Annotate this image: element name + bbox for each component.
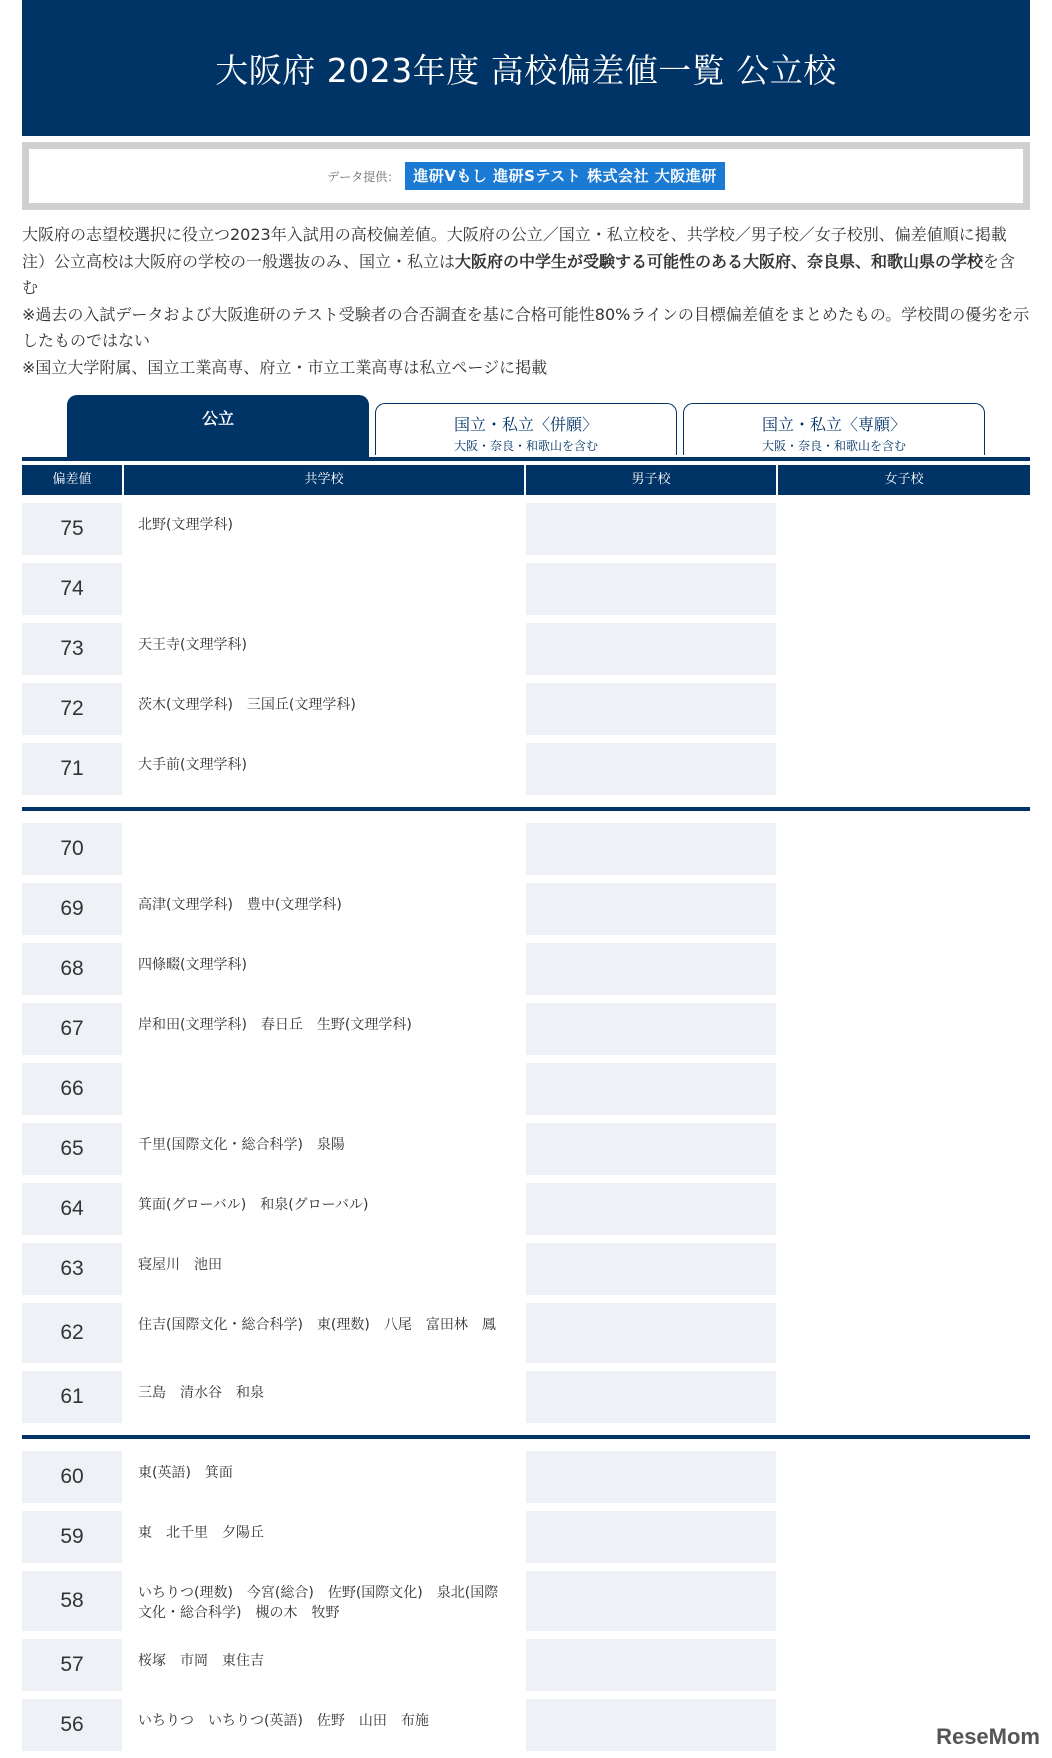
table-row [22,559,1030,619]
score-cell: 58 [22,1571,122,1631]
score-cell: 67 [22,1003,122,1055]
tab-private-exclusive-sub: 大阪・奈良・和歌山を含む [761,439,906,453]
score-cell: 74 [22,563,122,615]
boys-schools-cell [526,623,776,675]
table-row [22,1635,1030,1695]
score-cell: 60 [22,1451,122,1503]
boys-schools-cell [526,1303,776,1363]
boys-schools-cell [526,1699,776,1751]
table-row [22,1179,1030,1239]
boys-schools-cell [526,1639,776,1691]
score-cell: 70 [22,823,122,875]
girls-schools-cell [778,503,1030,555]
table-row [22,1447,1030,1507]
data-provider-box [22,142,1030,210]
table-row [22,1507,1030,1567]
score-cell: 72 [22,683,122,735]
score-cell: 68 [22,943,122,995]
coed-schools-cell: 北野(文理学科) [124,503,524,555]
girls-schools-cell [778,1639,1030,1691]
score-cell: 61 [22,1371,122,1423]
table-row [22,499,1030,559]
coed-schools-cell: 茨木(文理学科) 三国丘(文理学科) [124,683,524,735]
coed-schools-cell [124,823,524,875]
coed-schools-cell: 東 北千里 夕陽丘 [124,1511,524,1563]
boys-schools-cell [526,743,776,795]
coed-schools-cell: 千里(国際文化・総合科学) 泉陽 [124,1123,524,1175]
table-row [22,1059,1030,1119]
girls-schools-cell [778,623,1030,675]
desc-line-1: 大阪府の志望校選択に役立つ2023年入試用の高校偏差値。大阪府の公立／国立・私立校を、共学校／男子校／女子校別、偏差値順に掲載 [22,225,1007,244]
score-cell: 69 [22,883,122,935]
coed-schools-cell: 住吉(国際文化・総合科学) 東(理数) 八尾 富田林 鳳 [124,1303,524,1363]
tab-public-label: 公立 [201,409,234,428]
desc-line-2b: 大阪府の中学生が受験する可能性のある大阪府、奈良県、和歌山県の学校 [454,251,983,271]
girls-schools-cell [778,1243,1030,1295]
boys-schools-cell [526,1571,776,1631]
coed-schools-cell: 四條畷(文理学科) [124,943,524,995]
table-row [22,819,1030,879]
coed-schools-cell: 大手前(文理学科) [124,743,524,795]
header-score: 偏差値 [22,465,122,495]
boys-schools-cell [526,1243,776,1295]
desc-line-2c: を含む [22,251,1015,297]
tab-private-exclusive-label: 国立・私立〈専願〉 [761,415,906,434]
score-cell: 57 [22,1639,122,1691]
boys-schools-cell [526,823,776,875]
coed-schools-cell: 高津(文理学科) 豊中(文理学科) [124,883,524,935]
score-cell: 56 [22,1699,122,1751]
provider-logo: 進研Vもし 進研Sテスト 株式会社 大阪進研 [405,162,724,190]
table-header [22,465,1030,495]
coed-schools-cell: 箕面(グローバル) 和泉(グローバル) [124,1183,524,1235]
coed-schools-cell: 三島 清水谷 和泉 [124,1371,524,1423]
girls-schools-cell [778,1371,1030,1423]
boys-schools-cell [526,943,776,995]
table-row [22,679,1030,739]
girls-schools-cell [778,1123,1030,1175]
table-row [22,939,1030,999]
header-girls: 女子校 [778,465,1030,495]
girls-schools-cell [778,683,1030,735]
girls-schools-cell [778,1183,1030,1235]
tab-private-combined[interactable] [375,403,677,455]
tab-private-combined-sub: 大阪・奈良・和歌山を含む [453,439,598,453]
group-separator [22,1435,1030,1439]
table-row [22,1567,1030,1635]
boys-schools-cell [526,1063,776,1115]
score-cell: 65 [22,1123,122,1175]
header-coed: 共学校 [124,465,524,495]
score-cell: 63 [22,1243,122,1295]
table-row [22,1367,1030,1427]
group-separator [22,807,1030,811]
provider-label: データ提供： [327,169,400,184]
girls-schools-cell [778,743,1030,795]
coed-schools-cell: いちりつ いちりつ(英語) 佐野 山田 布施 [124,1699,524,1751]
boys-schools-cell [526,883,776,935]
boys-schools-cell [526,1371,776,1423]
boys-schools-cell [526,503,776,555]
table-row [22,999,1030,1059]
score-cell: 64 [22,1183,122,1235]
coed-schools-cell: 天王寺(文理学科) [124,623,524,675]
description [22,222,1030,381]
girls-schools-cell [778,1003,1030,1055]
table-row [22,1119,1030,1179]
tab-private-combined-label: 国立・私立〈併願〉 [453,415,598,434]
girls-schools-cell [778,1571,1030,1631]
score-cell: 73 [22,623,122,675]
header-boys: 男子校 [526,465,776,495]
coed-schools-cell: 桜塚 市岡 東住吉 [124,1639,524,1691]
girls-schools-cell [778,883,1030,935]
coed-schools-cell: 東(英語) 箕面 [124,1451,524,1503]
coed-schools-cell: 岸和田(文理学科) 春日丘 生野(文理学科) [124,1003,524,1055]
girls-schools-cell [778,563,1030,615]
table-row [22,1299,1030,1367]
score-cell: 62 [22,1303,122,1363]
desc-line-4: ※国立大学附属、国立工業高専、府立・市立工業高専は私立ページに掲載 [22,357,548,377]
score-cell: 71 [22,743,122,795]
page-title: 大阪府 2023年度 高校偏差値一覧 公立校 [215,50,837,90]
table-row [22,619,1030,679]
boys-schools-cell [526,1183,776,1235]
table-row [22,879,1030,939]
score-cell: 75 [22,503,122,555]
coed-schools-cell: 寝屋川 池田 [124,1243,524,1295]
table-row [22,1239,1030,1299]
resemom-watermark: ReseMom [936,1724,1040,1749]
coed-schools-cell [124,563,524,615]
girls-schools-cell [778,1451,1030,1503]
boys-schools-cell [526,1451,776,1503]
table-body [22,495,1030,1755]
girls-schools-cell [778,1063,1030,1115]
desc-line-2a: 注）公立高校は大阪府の学校の一般選抜のみ、国立・私立は [22,251,455,271]
boys-schools-cell [526,1511,776,1563]
boys-schools-cell [526,563,776,615]
coed-schools-cell [124,1063,524,1115]
tab-public[interactable] [67,395,369,457]
girls-schools-cell [778,1511,1030,1563]
table-row [22,1695,1030,1755]
boys-schools-cell [526,1123,776,1175]
tab-private-exclusive[interactable] [683,403,985,455]
desc-line-2 [22,249,1030,302]
boys-schools-cell [526,683,776,735]
score-cell: 59 [22,1511,122,1563]
girls-schools-cell [778,1303,1030,1363]
tab-bar [22,395,1030,457]
page [22,0,1030,1755]
girls-schools-cell [778,943,1030,995]
desc-line-3: ※過去の入試データおよび大阪進研のテスト受験者の合否調査を基に合格可能性80%ラインの目標偏差値をまとめたもの。学校間の優劣を示したものではない [22,304,1030,350]
score-cell: 66 [22,1063,122,1115]
boys-schools-cell [526,1003,776,1055]
table-row [22,739,1030,799]
girls-schools-cell [778,823,1030,875]
coed-schools-cell: いちりつ(理数) 今宮(総合) 佐野(国際文化) 泉北(国際文化・総合科学) 槻の木 牧野 [124,1571,524,1631]
title-banner [22,0,1030,136]
tab-underline [22,457,1030,461]
